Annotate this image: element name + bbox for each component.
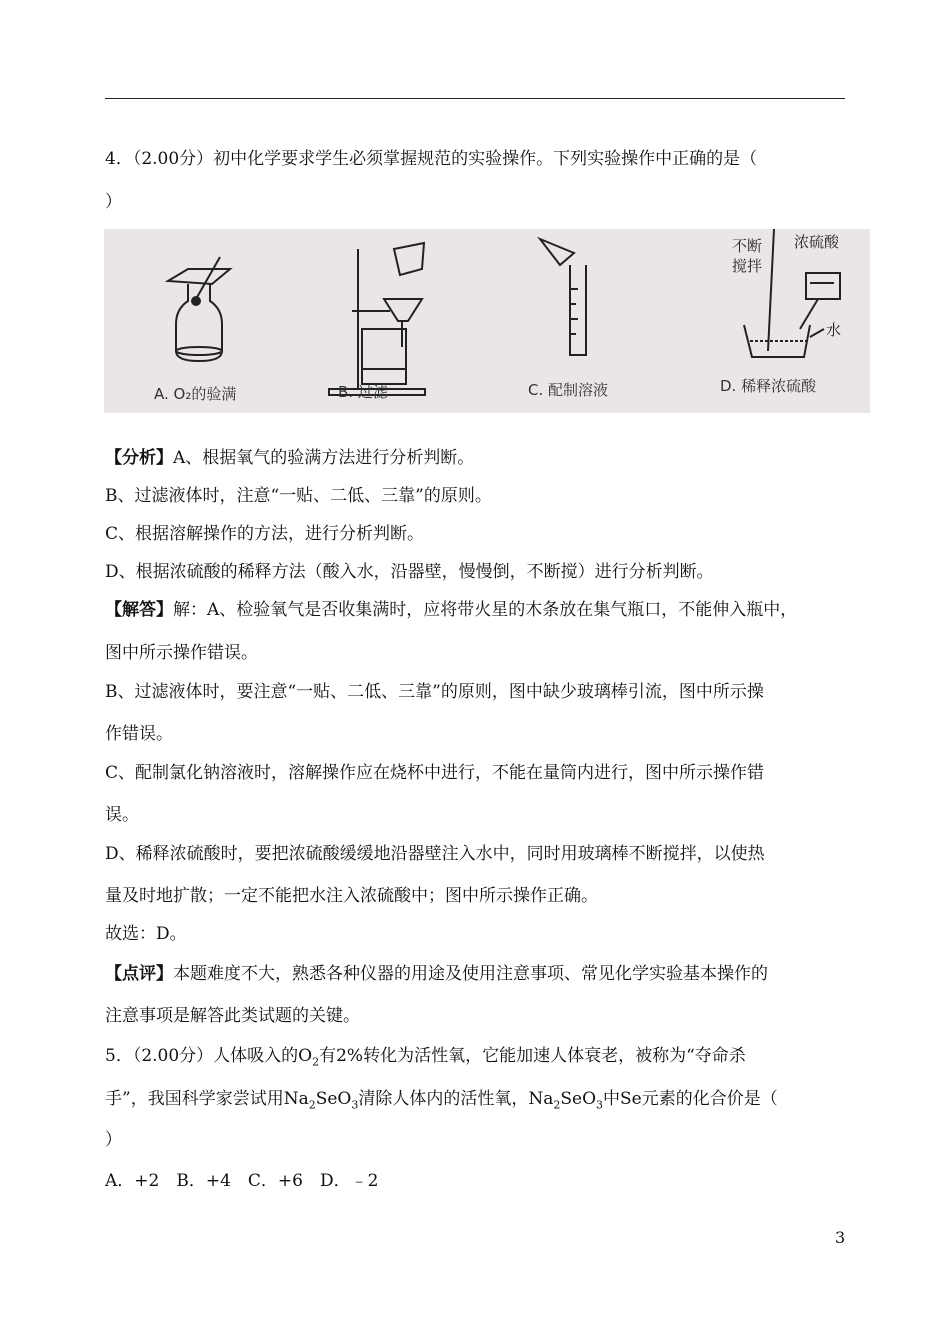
caption-d: D. 稀释浓硫酸 [720, 377, 817, 395]
q5-l2-sub3: 2 [553, 1098, 561, 1112]
answer-a1 [105, 598, 797, 622]
answer-tag: 【解答】 [105, 600, 173, 620]
analysis-b: B、过滤液体时，注意“一贴、二低、三靠”的原则。 [105, 486, 492, 506]
caption-b: B. 过滤 [338, 383, 388, 401]
gas-jar-drawing [168, 257, 230, 361]
filtration-drawing [329, 243, 425, 395]
analysis-d: D、根据浓硫酸的稀释方法（酸入水，沿器壁，慢慢倒，不断搅）进行分析判断。 [105, 562, 714, 582]
q5-l1-sub: 2 [312, 1055, 320, 1069]
cylinder-drawing [540, 239, 586, 355]
q5-l1b: 有2%转化为活性氧，它能加速人体衰老，被称为“夺命杀 [319, 1046, 746, 1066]
stir-label-1: 不断 [732, 237, 763, 255]
analysis-tag: 【分析】 [105, 448, 173, 468]
analysis-a [105, 446, 474, 470]
experiment-illustration [104, 229, 870, 413]
analysis-c: C、根据溶解操作的方法，进行分析判断。 [105, 524, 425, 544]
header-rule [105, 98, 845, 99]
answer-c1: C、配制氯化钠溶液时，溶解操作应在烧杯中进行，不能在量筒内进行，图中所示操作错 [105, 763, 765, 783]
question-4-stem: 4．（2.00分）初中化学要求学生必须掌握规范的实验操作。下列实验操作中正确的是（ [105, 149, 758, 169]
question-5-line3: ） [105, 1130, 122, 1150]
water-label: 水 [826, 321, 842, 339]
answer-d1: D、稀释浓硫酸时，要把浓硫酸缓缓地沿器壁注入水中，同时用玻璃棒不断搅拌，以使热 [105, 844, 765, 864]
question-5-line1 [105, 1044, 746, 1074]
experiment-figure [104, 229, 870, 413]
question-5-options: A．+2 B．+4 C．+6 D．﹣2 [105, 1171, 379, 1191]
q5-l2d: SeO [560, 1089, 597, 1109]
answer-c2: 误。 [105, 805, 139, 825]
q5-l2-sub2: 3 [351, 1098, 359, 1112]
answer-choice: 故选：D。 [105, 924, 187, 944]
stir-label-2: 搅拌 [732, 257, 763, 275]
comment-tag: 【点评】 [105, 964, 173, 984]
caption-c: C. 配制溶液 [528, 381, 609, 399]
q5-l2-sub4: 3 [596, 1098, 604, 1112]
analysis-a-text: A、根据氧气的验满方法进行分析判断。 [173, 448, 475, 468]
answer-a2: 图中所示操作错误。 [105, 643, 258, 663]
caption-a: A. O₂的验满 [154, 385, 237, 403]
answer-a1-text: 解：A、检验氧气是否收集满时，应将带火星的木条放在集气瓶口，不能伸入瓶中， [173, 600, 798, 620]
answer-d2: 量及时地扩散；一定不能把水注入浓硫酸中；图中所示操作正确。 [105, 886, 598, 906]
q5-l2c: 清除人体内的活性氧，Na [358, 1089, 554, 1109]
answer-b2: 作错误。 [105, 724, 173, 744]
acid-label: 浓硫酸 [794, 233, 840, 251]
answer-b1: B、过滤液体时，要注意“一贴、二低、三靠”的原则，图中缺少玻璃棒引流，图中所示操 [105, 682, 764, 702]
q5-l1a: 5．（2.00分）人体吸入的O [105, 1046, 313, 1066]
question-4-stem-end: ） [105, 192, 122, 212]
q5-l2b: SeO [315, 1089, 352, 1109]
question-5-line2 [105, 1087, 778, 1117]
q5-l2-sub1: 2 [308, 1098, 316, 1112]
comment-l1 [105, 962, 768, 986]
q5-l2e: 中Se元素的化合价是（ [603, 1089, 778, 1109]
comment-l2: 注意事项是解答此类试题的关键。 [105, 1006, 360, 1026]
q5-l2a: 手”，我国科学家尝试用Na [105, 1089, 309, 1109]
page-number: 3 [835, 1228, 846, 1247]
comment-l1-text: 本题难度不大，熟悉各种仪器的用途及使用注意事项、常见化学实验基本操作的 [173, 964, 768, 984]
